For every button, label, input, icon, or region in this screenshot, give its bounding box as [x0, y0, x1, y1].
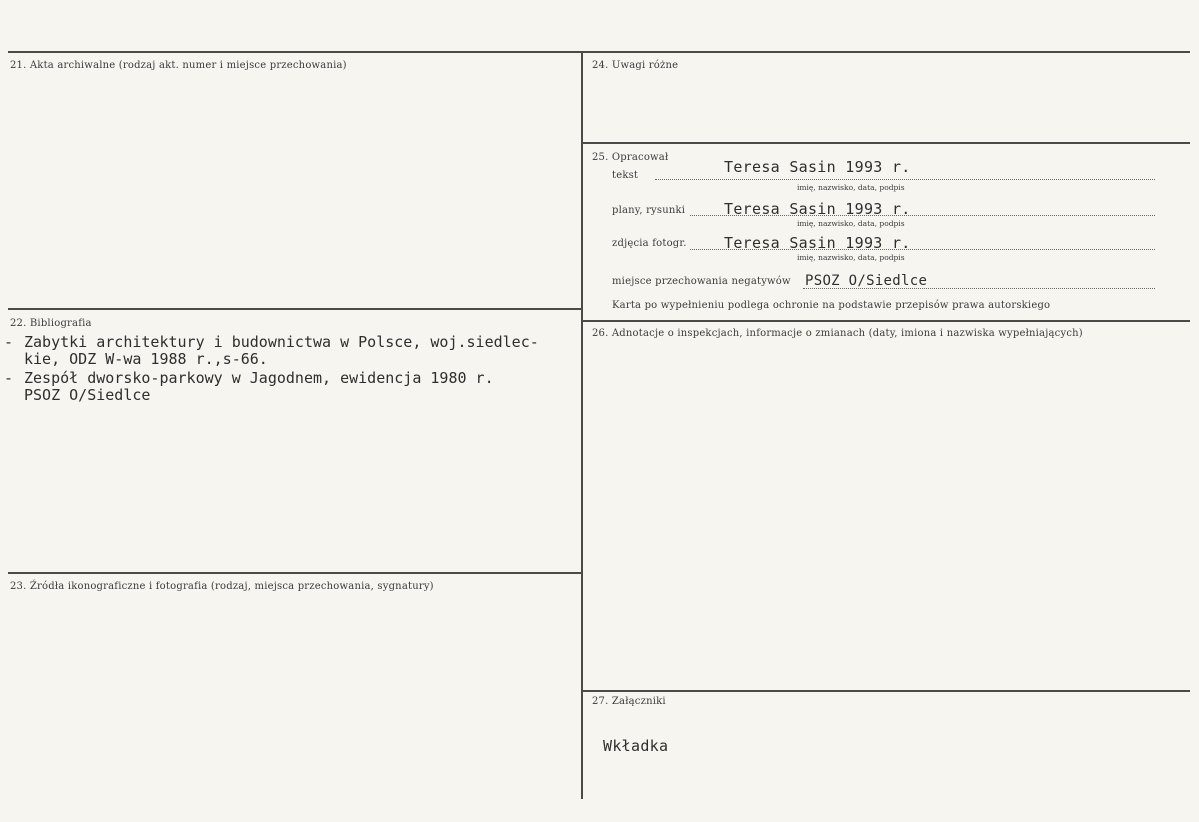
bibliography-entry-2-line1: Zespół dworsko-parkowy w Jagodnem, ewidencja 1980 r.	[24, 369, 494, 387]
s25-tekst-label: tekst	[612, 170, 639, 181]
s25-zdjecia-caption: imię, nazwisko, data, podpis	[797, 253, 905, 262]
s26-label: 26. Adnotacje o inspekcjach, informacje o zmianach (daty, imiona i nazwiska wypełniających)	[592, 328, 1083, 339]
s21-bottom-line	[8, 308, 582, 310]
s21-label: 21. Akta archiwalne (rodzaj akt. numer i miejsce przechowania)	[10, 60, 347, 71]
bibliography-entry-1-dash: -	[4, 333, 14, 351]
s27-value: Wkładka	[603, 737, 669, 755]
s26-bottom-line	[582, 690, 1190, 692]
s24-label: 24. Uwagi różne	[592, 60, 679, 71]
s22-label: 22. Bibliografia	[10, 318, 92, 329]
s25-plany-label: plany, rysunki	[612, 205, 686, 216]
s23-label: 23. Źródła ikonograficzne i fotografia (rodzaj, miejsca przechowania, sygnatury)	[10, 581, 434, 592]
s25-plany-caption: imię, nazwisko, data, podpis	[797, 219, 905, 228]
s25-tekst-value: Teresa Sasin 1993 r.	[724, 158, 911, 176]
s25-bottom-line	[582, 320, 1190, 322]
s25-negatywy-value: PSOZ O/Siedlce	[805, 273, 928, 289]
s25-copyright-note: Karta po wypełnieniu podlega ochronie na podstawie przepisów prawa autorskiego	[612, 300, 1051, 311]
bibliography-entry-2-line2: PSOZ O/Siedlce	[24, 386, 151, 404]
s25-tekst-dotted-line	[655, 178, 1155, 180]
s25-zdjecia-value: Teresa Sasin 1993 r.	[724, 234, 911, 252]
top-border-line	[8, 51, 1190, 53]
center-divider-line	[581, 51, 583, 799]
s25-zdjecia-label: zdjęcia fotogr.	[612, 238, 687, 249]
bibliography-entry-2-dash: -	[4, 369, 14, 387]
s25-label: 25. Opracował	[592, 152, 669, 163]
bibliography-entry-1-line1: Zabytki architektury i budownictwa w Polsce, woj.siedlec-	[24, 333, 539, 351]
bibliography-entry-1-line2: kie, ODZ W-wa 1988 r.,s-66.	[24, 350, 268, 368]
s27-label: 27. Załączniki	[592, 696, 666, 707]
s22-bottom-line	[8, 572, 582, 574]
s24-bottom-line	[582, 142, 1190, 144]
s25-tekst-caption: imię, nazwisko, data, podpis	[797, 183, 905, 192]
s25-negatywy-label: miejsce przechowania negatywów	[612, 276, 791, 287]
s25-plany-value: Teresa Sasin 1993 r.	[724, 200, 911, 218]
